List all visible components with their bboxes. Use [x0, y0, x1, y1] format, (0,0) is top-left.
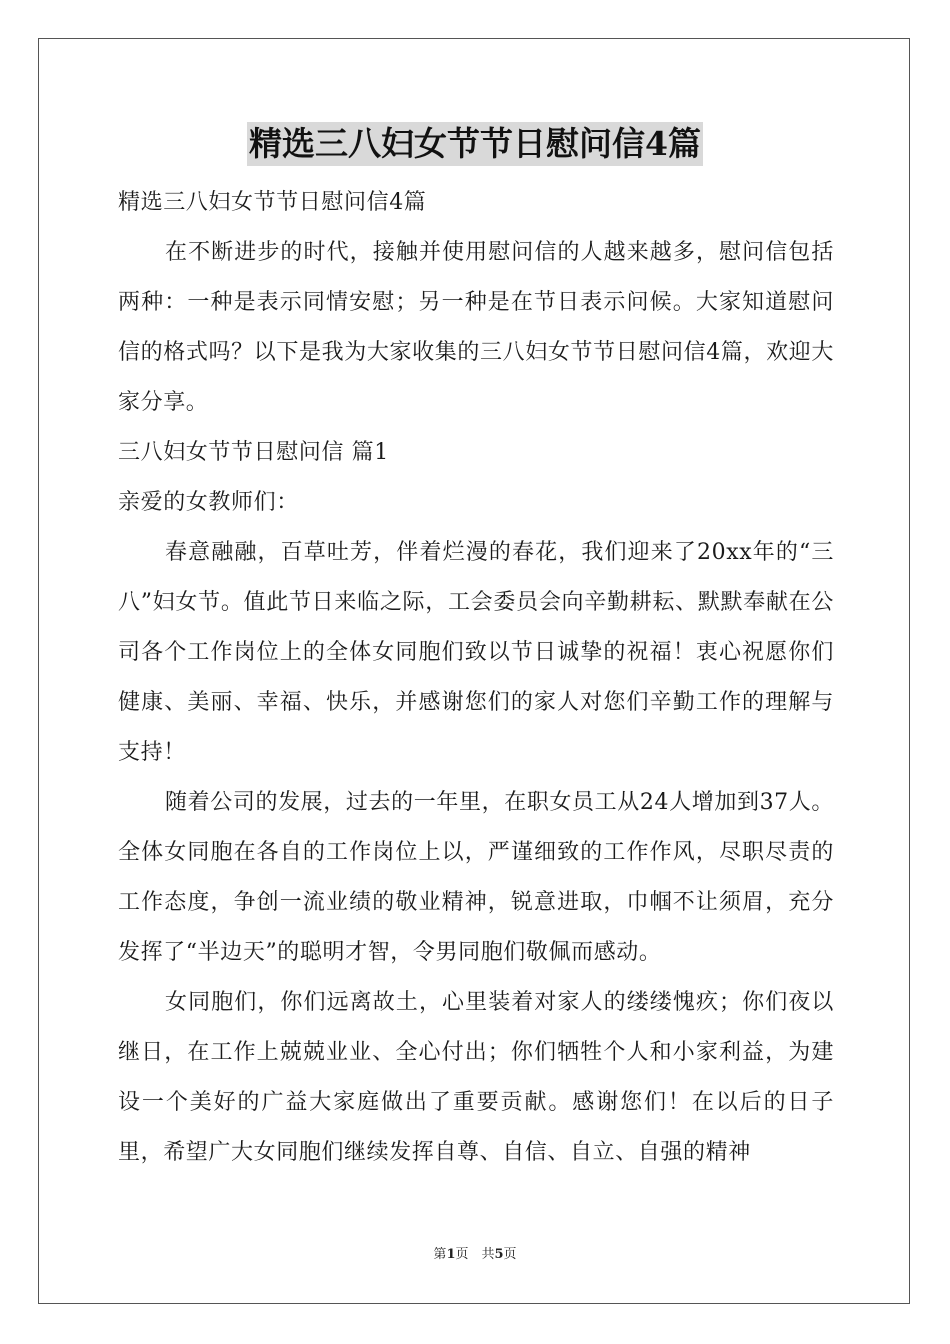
document-subtitle: 精选三八妇女节节日慰问信4篇: [118, 190, 427, 215]
document-body: [118, 178, 834, 1178]
page-mid: 页 共: [455, 1247, 495, 1262]
page-prefix: 第: [433, 1247, 447, 1262]
body-paragraph: 随着公司的发展，过去的一年里，在职女员工从24人增加到37人。全体女同胞在各自的工作岗位上以，严谨细致的工作作风，尽职尽责的工作态度，争创一流业绩的敬业精神，锐意进取，巾帼不让须眉，充分发挥了“半边天”的聪明才智，令男同胞们敬佩而感动。: [118, 790, 834, 965]
body-paragraph: 女同胞们，你们远离故土，心里装着对家人的缕缕愧疚；你们夜以继日，在工作上兢兢业业、全心付出；你们牺牲个人和小家利益，为建设一个美好的广益大家庭做出了重要贡献。感谢您们！在以后的日子里，希望广大女同胞们继续发挥自尊、自信、自立、自强的精神: [118, 990, 834, 1165]
intro-paragraph: 在不断进步的时代，接触并使用慰问信的人越来越多，慰问信包括两种：一种是表示同情安慰；另一种是在节日表示问候。大家知道慰问信的格式吗？以下是我为大家收集的三八妇女节节日慰问信4篇，欢迎大家分享。: [118, 240, 834, 415]
page-current: 1: [446, 1247, 456, 1262]
salutation: 亲爱的女教师们：: [118, 490, 299, 515]
page-total: 5: [494, 1247, 504, 1262]
page-footer: [0, 1246, 950, 1264]
page-suffix: 页: [503, 1247, 517, 1262]
body-paragraph: 春意融融，百草吐芳，伴着烂漫的春花，我们迎来了20xx年的“三八”妇女节。值此节日来临之际，工会委员会向辛勤耕耘、默默奉献在公司各个工作岗位上的全体女同胞们致以节日诚挚的祝福！衷心祝愿你们健康、美丽、幸福、快乐，并感谢您们的家人对您们辛勤工作的理解与支持！: [118, 540, 834, 765]
document-title: 精选三八妇女节节日慰问信4篇: [247, 122, 703, 166]
section-heading: 三八妇女节节日慰问信 篇1: [118, 440, 389, 465]
title-container: [0, 122, 950, 166]
